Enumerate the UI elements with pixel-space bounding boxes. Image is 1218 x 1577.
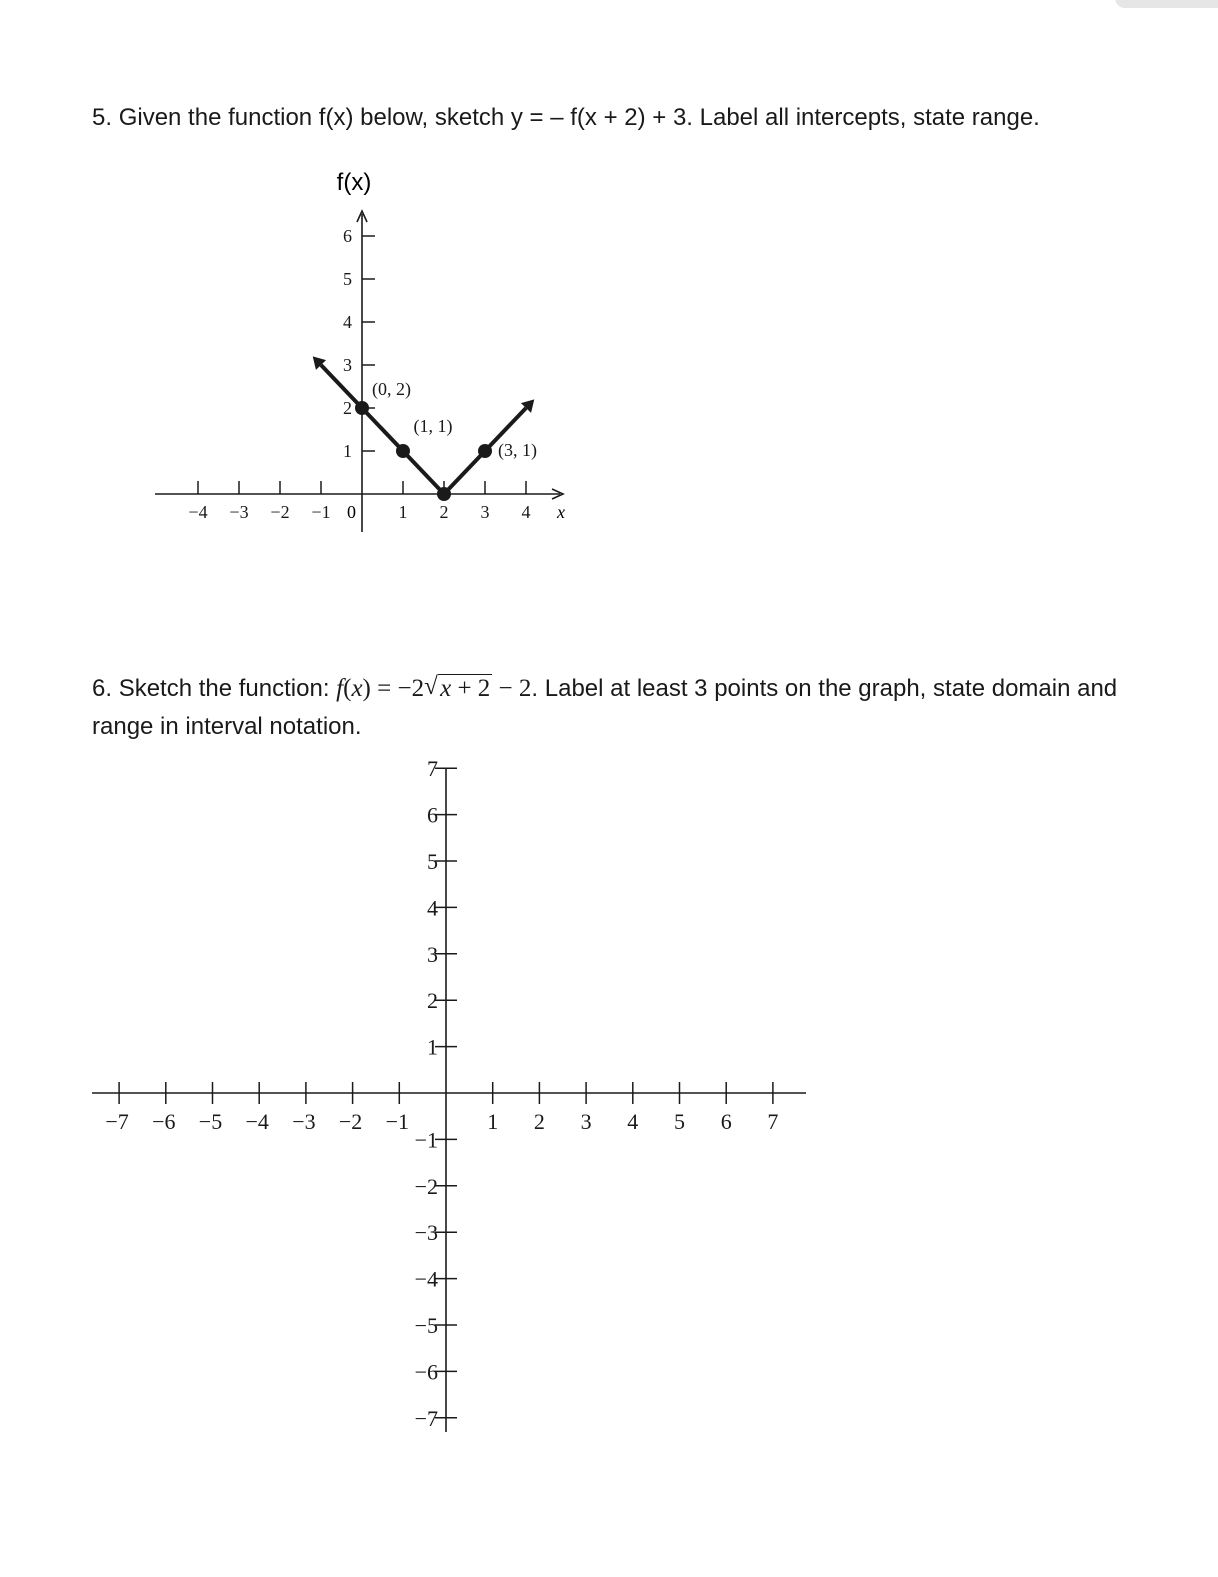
graph6-x-tick-label: 3 — [580, 1109, 592, 1134]
graph6-y-tick-label: 2 — [427, 988, 438, 1014]
graph6-y-tick-label: −7 — [414, 1405, 438, 1431]
graph6-y-tick-label: 6 — [427, 802, 438, 828]
graph5-x-tick-label: −4 — [188, 502, 208, 522]
graph6-x-tick-label: −4 — [245, 1109, 269, 1134]
graph5-x-tick-label: 4 — [521, 502, 531, 522]
graph5-x-tick-label: −1 — [311, 502, 331, 522]
question-5-text: Given the function f(x) below, sketch y = – f(x + 2) + 3. Label all intercepts, state range. — [118, 104, 1040, 131]
graph5-y-tick-label: 2 — [343, 398, 352, 418]
question-5-number: 5. — [92, 104, 113, 131]
formula-tail: − 2 — [498, 675, 532, 702]
formula-var: x — [351, 675, 363, 702]
graph5-point-label: (0, 2) — [372, 379, 411, 399]
graph5-point-label: (3, 1) — [498, 440, 537, 460]
radical-icon: √ — [424, 673, 438, 700]
graph5-y-tick-label: 5 — [343, 269, 352, 289]
graph6-y-tick-label: 7 — [427, 756, 438, 782]
graph6-x-tick-label: 7 — [767, 1109, 779, 1134]
radicand-var: x — [440, 675, 452, 702]
graph6-y-tick-label: 3 — [427, 941, 438, 967]
graph6-x-tick-label: −7 — [105, 1109, 129, 1134]
question-6-lead: Sketch the function: — [118, 675, 330, 702]
graph6-y-tick-label: 5 — [427, 849, 438, 874]
graph6-y-tick-label: 4 — [427, 895, 438, 921]
graph6-x-tick-label: −6 — [152, 1109, 176, 1134]
graph6-x-tick-label: 4 — [627, 1109, 639, 1134]
graph5-x-axis-label: x — [557, 502, 565, 522]
graph6-x-tick-label: −5 — [198, 1109, 223, 1134]
graph5-x-tick-label: −2 — [270, 502, 290, 522]
question-6-instructions: . Label at least 3 points on the graph, state domain and range in interval notation. — [92, 675, 1118, 740]
graph6-y-tick-label: −3 — [414, 1220, 438, 1246]
graph6-x-tick-label: 5 — [674, 1109, 685, 1134]
graph5-y-tick-label: 1 — [343, 441, 352, 461]
graph5-y-tick-label: 6 — [343, 226, 352, 246]
graph6-x-tick-label: −3 — [292, 1109, 316, 1134]
graph5-point-label: (1, 1) — [413, 416, 453, 436]
graph6-x-tick-label: −1 — [385, 1109, 410, 1134]
question-6-number: 6. — [92, 675, 113, 702]
graph6-y-tick-label: −6 — [414, 1359, 438, 1385]
graph5-x-tick-label: 1 — [398, 502, 408, 522]
formula-paren-close: ) — [362, 675, 371, 702]
graph6-y-tick-label: −5 — [414, 1313, 438, 1338]
graph6-x-tick-label: 6 — [720, 1109, 732, 1134]
graph6-x-tick-label: 2 — [533, 1109, 545, 1134]
radicand-rest: + 2 — [451, 675, 491, 702]
graph5-y-tick-label: 4 — [343, 312, 352, 332]
graph6-y-tick-label: −4 — [414, 1266, 438, 1292]
graph5-x-tick-label: −3 — [229, 502, 249, 522]
graph6-y-tick-label: −2 — [414, 1173, 438, 1199]
graph6-y-tick-label: −1 — [414, 1127, 438, 1153]
graph6-x-tick-label: −2 — [338, 1109, 363, 1134]
graph5-y-axis-label: f(x) — [336, 169, 372, 196]
graph5-x-tick-label: 3 — [480, 502, 490, 522]
formula-f: f — [336, 675, 344, 702]
graph6-y-tick-label: 1 — [427, 1034, 438, 1060]
graph5-y-tick-label: 3 — [343, 355, 352, 375]
graph5-origin-label: 0 — [347, 502, 356, 522]
graph5-x-tick-label: 2 — [439, 502, 449, 522]
formula-coefficient: = −2 — [377, 675, 425, 702]
formula-paren-open: ( — [343, 675, 352, 702]
graph6-x-tick-label: 1 — [487, 1109, 499, 1134]
